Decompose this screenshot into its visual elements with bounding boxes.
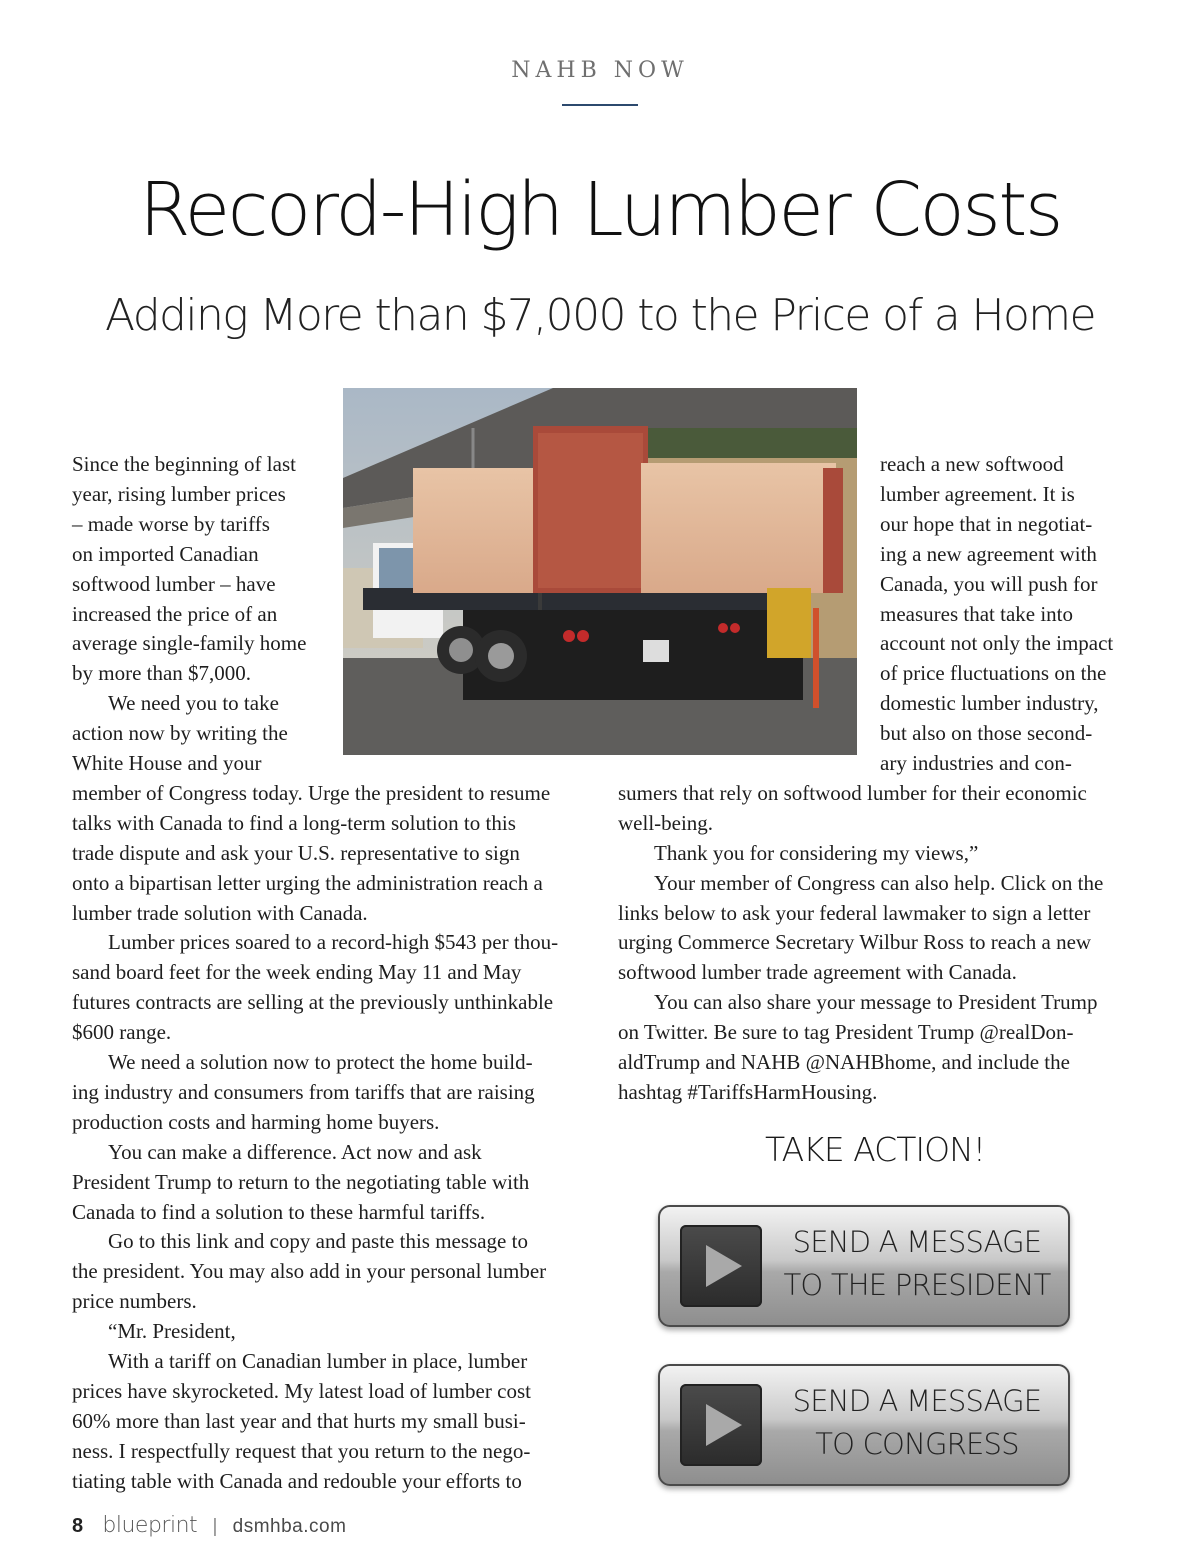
text-line: ary industries and con-	[880, 751, 1072, 776]
text-line: action now by writing the	[72, 721, 288, 746]
text-line: account not only the impact	[880, 631, 1114, 656]
text-line: lumber agreement. It is	[880, 481, 1075, 506]
site-url[interactable]: dsmhba.com	[232, 1516, 347, 1537]
text-line: on Twitter. Be sure to tag President Trump @realDon-	[618, 1020, 1074, 1045]
text-line: but also on those second-	[880, 721, 1093, 746]
send-message-president-button[interactable]	[658, 1205, 1070, 1327]
text-line: Canada to find a solution to these harmful tariffs.	[72, 1199, 486, 1224]
text-line: – made worse by tariffs	[72, 511, 270, 536]
text-line: of price fluctuations on the	[880, 661, 1107, 686]
button-label-line: SEND A MESSAGE	[792, 1225, 1042, 1259]
text-line: Go to this link and copy and paste this message to	[108, 1229, 528, 1254]
text-line: lumber trade solution with Canada.	[72, 900, 368, 925]
button-label	[772, 1221, 1062, 1307]
text-line: by more than $7,000.	[72, 661, 252, 686]
article-title: Record-High Lumber Costs	[139, 167, 1061, 253]
text-line: average single-family home	[72, 631, 307, 656]
text-line: increased the price of an	[72, 601, 278, 626]
right-column-body	[618, 779, 1103, 1108]
play-icon	[680, 1225, 762, 1307]
text-line: on imported Canadian	[72, 541, 259, 566]
text-line: You can also share your message to President Trump	[654, 990, 1098, 1015]
text-line: trade dispute and ask your U.S. representative to sign	[72, 840, 520, 865]
button-label-line: TO THE PRESIDENT	[783, 1268, 1051, 1302]
play-icon	[680, 1384, 762, 1466]
text-line: our hope that in negotiat-	[880, 511, 1093, 536]
text-line: We need a solution now to protect the home build-	[108, 1050, 533, 1075]
text-line: the president. You may also add in your personal lumber	[72, 1259, 547, 1284]
text-line: $600 range.	[72, 1020, 172, 1045]
right-column-top	[880, 450, 1113, 779]
button-label-line: TO CONGRESS	[815, 1427, 1019, 1461]
text-line: sumers that rely on softwood lumber for their economic	[618, 780, 1087, 805]
brand-logo-text: blueprint	[102, 1513, 198, 1538]
text-line: “Mr. President,	[108, 1319, 236, 1344]
text-line: aldTrump and NAHB @NAHBhome, and include the	[618, 1050, 1070, 1075]
text-line: links below to ask your federal lawmaker to sign a letter	[618, 900, 1091, 925]
text-line: talks with Canada to find a long-term solution to this	[72, 810, 516, 835]
left-column-top	[72, 450, 306, 779]
text-line: Canada, you will push for	[880, 571, 1098, 596]
page-footer	[72, 1513, 346, 1543]
text-line: ness. I respectfully request that you return to the nego-	[72, 1438, 531, 1463]
text-line: President Trump to return to the negotiating table with	[72, 1169, 530, 1194]
text-line: sand board feet for the week ending May 11 and May	[72, 960, 522, 985]
text-line: White House and your	[72, 751, 262, 776]
text-line: domestic lumber industry,	[880, 691, 1099, 716]
text-line: tiating table with Canada and redouble your efforts to	[72, 1468, 522, 1493]
text-line: Your member of Congress can also help. Click on the	[654, 870, 1104, 895]
text-line: measures that take into	[880, 601, 1074, 626]
text-line: urging Commerce Secretary Wilbur Ross to reach a new	[618, 930, 1092, 955]
text-line: member of Congress today. Urge the president to resume	[72, 780, 551, 805]
left-column-body	[72, 779, 558, 1497]
take-action-heading: TAKE ACTION!	[765, 1130, 985, 1169]
text-line: With a tariff on Canadian lumber in place, lumber	[108, 1349, 528, 1374]
lumber-truck-photo	[343, 388, 857, 755]
page-number: 8	[72, 1515, 84, 1537]
text-line: production costs and harming home buyers.	[72, 1109, 440, 1134]
text-line: onto a bipartisan letter urging the administration reach a	[72, 870, 543, 895]
text-line: futures contracts are selling at the previously unthinkable	[72, 990, 554, 1015]
send-message-congress-button[interactable]	[658, 1364, 1070, 1486]
text-line: year, rising lumber prices	[72, 481, 286, 506]
text-line: prices have skyrocketed. My latest load of lumber cost	[72, 1379, 531, 1404]
text-line: softwood lumber trade agreement with Canada.	[618, 960, 1017, 985]
text-line: reach a new softwood	[880, 452, 1064, 476]
button-label-line: SEND A MESSAGE	[792, 1384, 1042, 1418]
button-label	[772, 1380, 1062, 1466]
text-line: Since the beginning of last	[72, 452, 296, 476]
text-line: price numbers.	[72, 1289, 197, 1314]
text-line: We need you to take	[108, 691, 279, 716]
kicker-divider	[562, 104, 638, 106]
text-line: You can make a difference. Act now and ask	[108, 1139, 482, 1164]
section-kicker: NAHB NOW	[511, 58, 689, 83]
text-line: ing industry and consumers from tariffs that are raising	[72, 1079, 535, 1104]
footer-separator: |	[212, 1516, 218, 1537]
text-line: ing a new agreement with	[880, 541, 1097, 566]
article-subtitle: Adding More than $7,000 to the Price of a Home	[104, 290, 1096, 341]
text-line: 60% more than last year and that hurts my small busi-	[72, 1408, 526, 1433]
text-line: hashtag #TariffsHarmHousing.	[618, 1079, 878, 1104]
text-line: Lumber prices soared to a record-high $543 per thou-	[108, 930, 559, 955]
text-line: well-being.	[618, 810, 714, 835]
text-line: softwood lumber – have	[72, 571, 276, 596]
text-line: Thank you for considering my views,”	[654, 840, 979, 865]
